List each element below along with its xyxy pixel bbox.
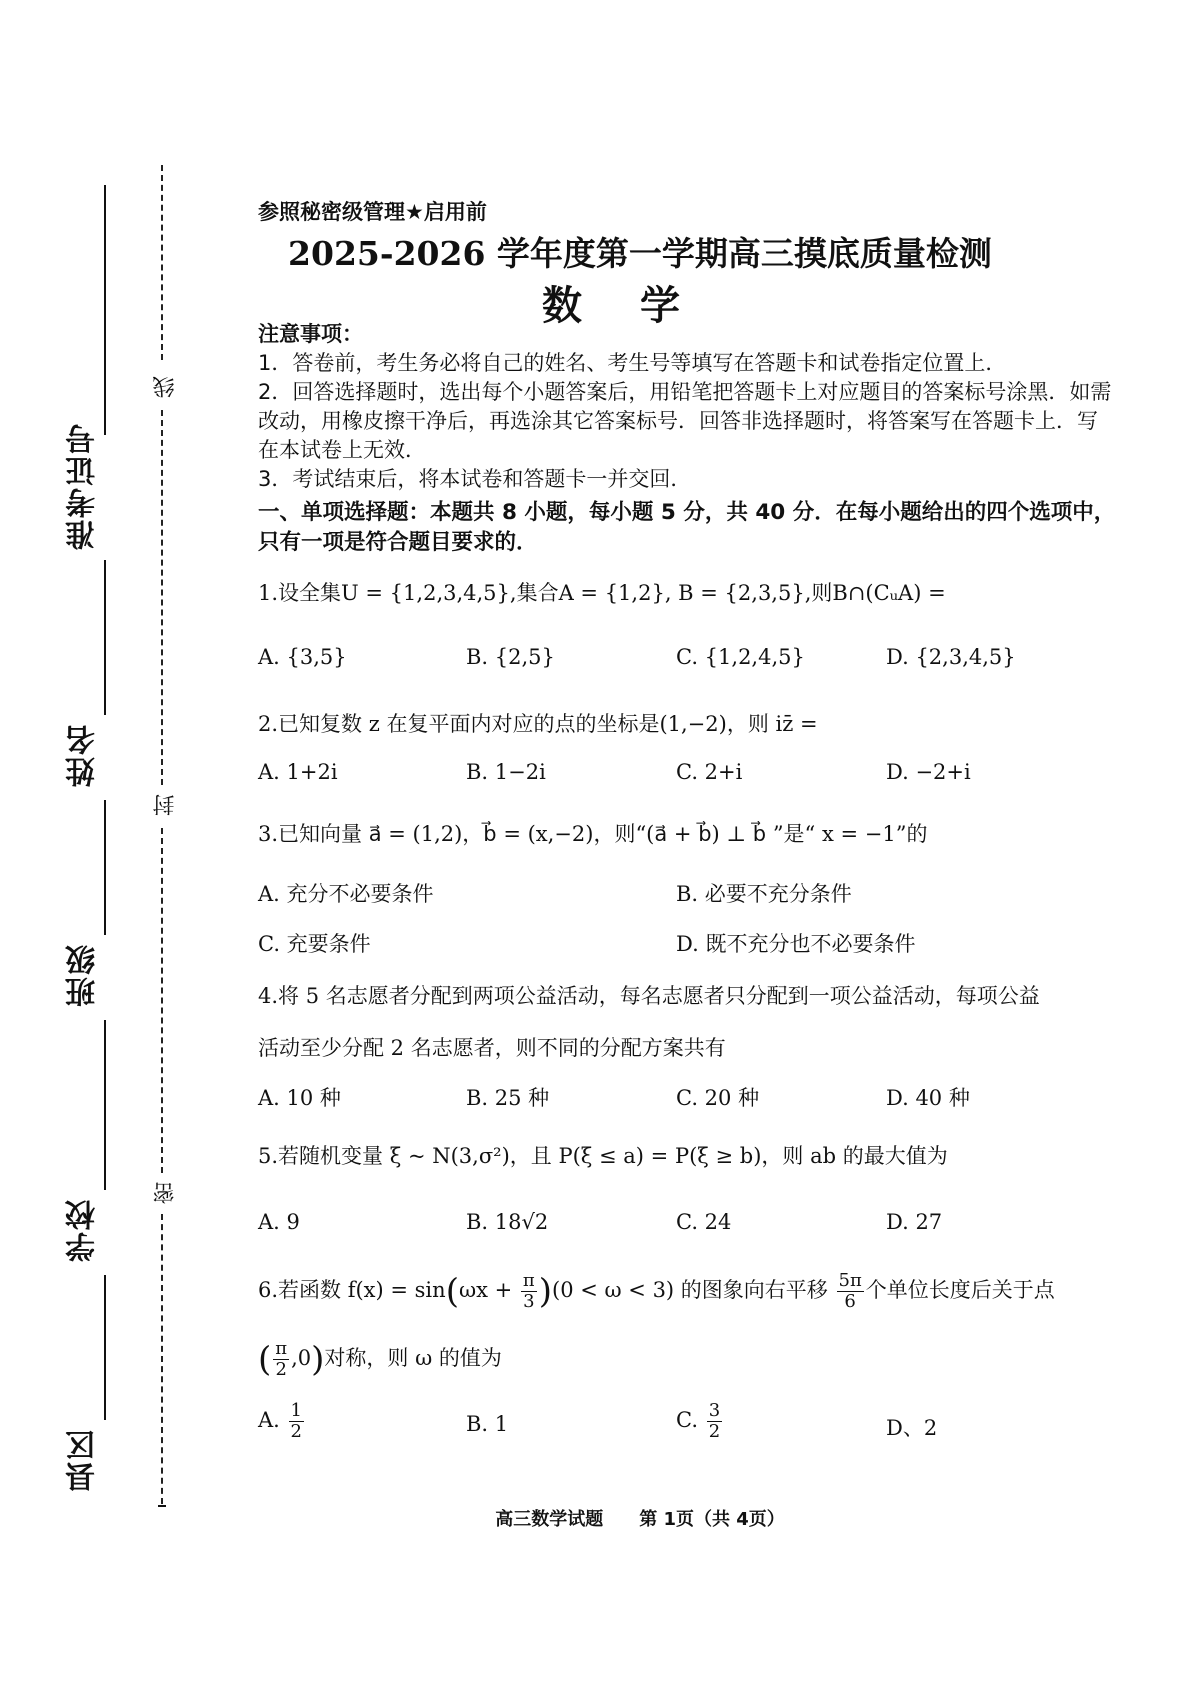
q4-option-b: B. 25 种	[466, 1086, 550, 1110]
q5-option-d: D. 27	[886, 1210, 943, 1234]
q6-option-a	[258, 1402, 306, 1441]
q1-option-b: B. {2,5}	[466, 645, 555, 669]
q6-point-fraction	[273, 1340, 289, 1379]
q6-shift-fraction	[837, 1272, 864, 1311]
q6-stem-arg: ωx +	[458, 1278, 513, 1302]
district-line	[104, 1275, 106, 1420]
question-6-stem-line2	[258, 1328, 502, 1390]
confidential-notice: 参照秘密级管理★启用前	[258, 200, 487, 224]
q6-pi-num: π	[522, 1270, 535, 1291]
q6-shift-den: 6	[844, 1291, 856, 1312]
q6-option-c-label: C.	[676, 1408, 698, 1432]
q6-stem-line2: 对称，则 ω 的值为	[324, 1346, 502, 1370]
notes-heading: 注意事项：	[258, 322, 363, 346]
q6-option-c-fraction	[707, 1402, 722, 1441]
page-footer: 高三数学试题 第 1页（共 4页）	[495, 1509, 785, 1530]
class-line	[104, 800, 106, 935]
seal-char-secret: 密	[153, 1182, 178, 1204]
note-item-1: 1．答卷前，考生务必将自己的姓名、考生号等填写在答题卡和试卷指定位置上．	[258, 351, 1007, 375]
q6-option-a-fraction	[289, 1402, 304, 1441]
q6-stem-pre: 6.若函数 f(x) = sin	[258, 1278, 446, 1302]
q6-option-c	[676, 1402, 724, 1441]
q1-option-c: C. {1,2,4,5}	[676, 645, 805, 669]
seal-char-line: 线	[153, 376, 178, 398]
notes-block	[258, 320, 1118, 494]
q4-option-a: A. 10 种	[258, 1086, 341, 1110]
q6-point-paren-close: )	[311, 1339, 325, 1380]
q6-option-b: B. 1	[466, 1412, 509, 1436]
exam-number-label: 准考证号	[66, 422, 101, 550]
seal-dashed-line-bottom	[161, 1214, 163, 1504]
q5-option-a: A. 9	[258, 1210, 300, 1234]
q6-paren-open: (	[445, 1271, 459, 1312]
school-line	[104, 1020, 106, 1190]
q6-option-a-num: 1	[290, 1400, 302, 1421]
q2-option-a: A. 1+2i	[258, 760, 338, 784]
q1-option-d: D. {2,3,4,5}	[886, 645, 1016, 669]
q6-point-den: 2	[275, 1359, 287, 1380]
q3-option-b: B. 必要不充分条件	[676, 882, 852, 906]
q5-option-b: B. 18√2	[466, 1210, 549, 1234]
seal-dashed-line-mid	[161, 410, 163, 785]
class-label: 班级	[66, 943, 101, 1007]
q4-option-d: D. 40 种	[886, 1086, 970, 1110]
question-5-stem: 5.若随机变量 ξ ~ N(3,σ²)，且 P(ξ ≤ a) = P(ξ ≥ b)，则 ab 的最大值为	[258, 1144, 948, 1168]
note-item-2: 2．回答选择题时，选出每个小题答案后，用铅笔把答题卡上对应题目的答案标号涂黑．如需改动，用橡皮擦干净后，再选涂其它答案标号．回答非选择题时，将答案写在答题卡上．写在本试卷上无效．	[258, 380, 1112, 462]
q2-option-b: B. 1−2i	[466, 760, 546, 784]
q2-option-c: C. 2+i	[676, 760, 743, 784]
q4-option-c: C. 20 种	[676, 1086, 760, 1110]
q6-pi-over-3	[521, 1272, 537, 1311]
seal-dashed-line-low	[161, 828, 163, 1173]
q6-point-num: π	[275, 1338, 288, 1359]
question-4-stem-line2: 活动至少分配 2 名志愿者，则不同的分配方案共有	[258, 1036, 726, 1060]
q1-option-a: A. {3,5}	[258, 645, 347, 669]
q6-pi-den: 3	[523, 1291, 535, 1312]
q6-stem-mid: (0 < ω < 3) 的图象向右平移	[552, 1278, 828, 1302]
q6-point-rest: ,0	[291, 1346, 312, 1370]
section-heading: 一、单项选择题：本题共 8 小题，每小题 5 分，共 40 分．在每小题给出的四个选项中，只有一项是符合题目要求的．	[258, 500, 1116, 555]
q5-option-c: C. 24	[676, 1210, 732, 1234]
q6-paren-close: )	[538, 1271, 552, 1312]
school-label: 学校	[66, 1198, 101, 1262]
note-item-3: 3．考试结束后，将本试卷和答题卡一并交回．	[258, 467, 692, 491]
question-3-stem: 3.已知向量 a⃗ = (1,2)，b⃗ = (x,−2)，则“(a⃗ + b⃗) ⊥ b⃗ ”是“ x = −1”的	[258, 822, 928, 846]
seal-char-seal: 封	[153, 794, 178, 816]
question-4-stem-line1: 4.将 5 名志愿者分配到两项公益活动，每名志愿者只分配到一项公益活动，每项公益	[258, 984, 1040, 1008]
q2-option-d: D. −2+i	[886, 760, 971, 784]
question-2-stem: 2.已知复数 z 在复平面内对应的点的坐标是(1,−2)，则 iz̄ =	[258, 712, 818, 736]
question-1-stem: 1.设全集U = {1,2,3,4,5},集合A = {1,2}, B = {2,3,5},则B∩(CᵤA) =	[258, 581, 946, 605]
q6-option-a-label: A.	[258, 1408, 280, 1432]
q6-option-c-den: 2	[708, 1421, 721, 1442]
q3-option-c: C. 充要条件	[258, 932, 371, 956]
q6-shift-num: 5π	[838, 1270, 862, 1291]
q6-option-d: D、2	[886, 1416, 938, 1440]
exam-title: 2025-2026 学年度第一学期高三摸底质量检测	[288, 234, 992, 273]
district-label: 县区	[66, 1428, 101, 1492]
name-label: 姓名	[66, 723, 101, 787]
q6-stem-post: 个单位长度后关于点	[865, 1278, 1055, 1302]
subject-title: 数学	[542, 282, 738, 329]
q6-point-paren-open: (	[258, 1339, 272, 1380]
name-line	[104, 560, 106, 715]
q3-option-d: D. 既不充分也不必要条件	[676, 932, 916, 956]
q6-option-c-num: 3	[708, 1400, 721, 1421]
q6-option-a-den: 2	[290, 1421, 302, 1442]
q3-option-a: A. 充分不必要条件	[258, 882, 434, 906]
question-6-stem	[258, 1260, 1055, 1322]
